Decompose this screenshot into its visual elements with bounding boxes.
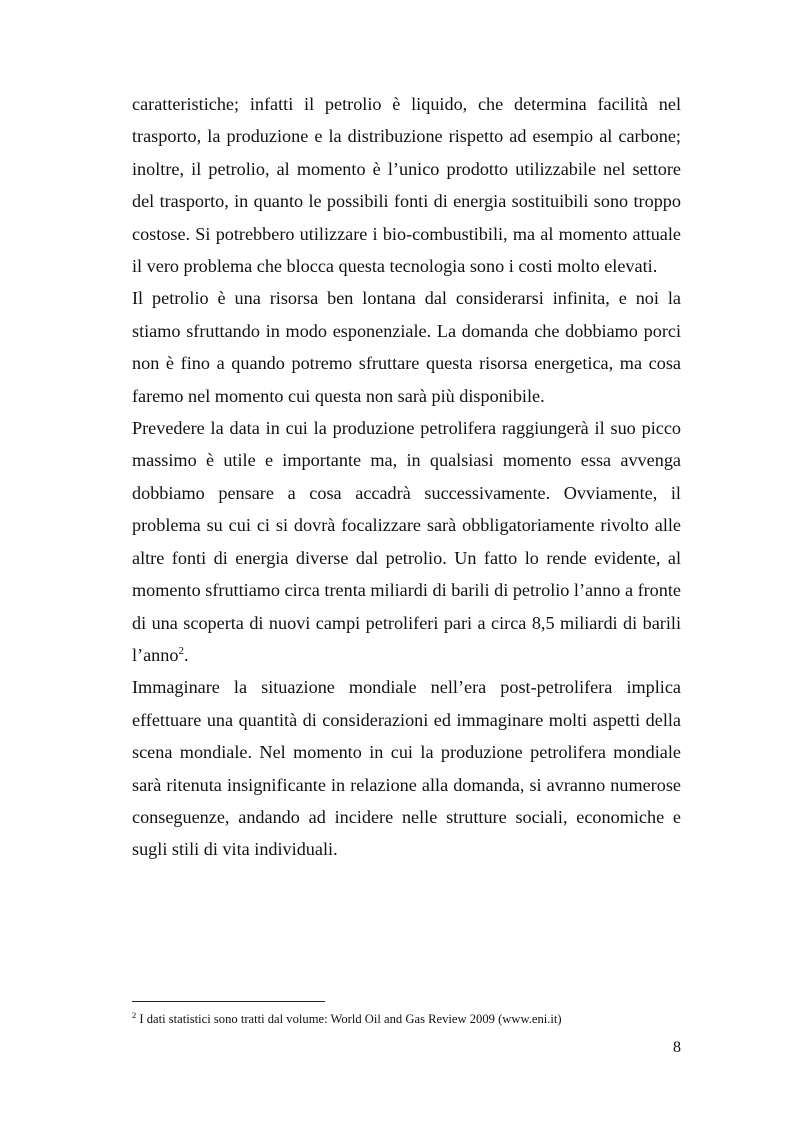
paragraph-4: Immaginare la situazione mondiale nell’era post-petrolifera implica effettuare una quantità di considerazioni ed immaginare molti aspetti della scena mondiale. Nel momento in cui la produzione petrolifera mondiale sarà ritenuta insignificante in relazione alla domanda, si avranno numerose conseguenze, andando ad incidere nelle strutture sociali, economiche e sugli stili di vita individuali.: [132, 677, 681, 860]
footnote-separator: [132, 1001, 325, 1002]
paragraph-3: [132, 412, 681, 671]
body-text: [132, 88, 681, 866]
paragraph-2: Il petrolio è una risorsa ben lontana dal considerarsi infinita, e noi la stiamo sfruttando in modo esponenziale. La domanda che dobbiamo porci non è fino a quando potremo sfruttare questa risorsa energetica, ma cosa faremo nel momento cui questa non sarà più disponibile.: [132, 288, 681, 406]
footnote-text: I dati statistici sono tratti dal volume: World Oil and Gas Review 2009 (www.eni.it): [136, 1012, 562, 1026]
footnote-marker: 2: [132, 1009, 137, 1020]
paragraph-3-end: .: [183, 644, 189, 665]
footnote-reference[interactable]: 2: [178, 644, 184, 657]
footnote: [132, 1011, 692, 1027]
paragraph-3-text: Prevedere la data in cui la produzione petrolifera raggiungerà il suo picco massimo è utile e importante ma, in qualsiasi momento essa avvenga dobbiamo pensare a cosa accadrà successivamente. Ovviamente, il problema su cui ci si dovrà focalizzare sarà obbligatoriamente rivolto alle altre fonti di energia diverse dal petrolio. Un fatto lo rende evidente, al momento sfruttiamo circa trenta miliardi di barili di petrolio l’anno a fronte di una scoperta di nuovi campi petroliferi pari a circa 8,5 miliardi di barili l’anno: [132, 418, 681, 665]
paragraph-1: caratteristiche; infatti il petrolio è liquido, che determina facilità nel trasporto, la produzione e la distribuzione rispetto ad esempio al carbone; inoltre, il petrolio, al momento è l’unico prodotto utilizzabile nel settore del trasporto, in quanto le possibili fonti di energia sostituibili sono troppo costose. Si potrebbero utilizzare i bio-combustibili, ma al momento attuale il vero problema che blocca questa tecnologia sono i costi molto elevati.: [132, 94, 681, 277]
page-number: 8: [673, 1039, 681, 1056]
